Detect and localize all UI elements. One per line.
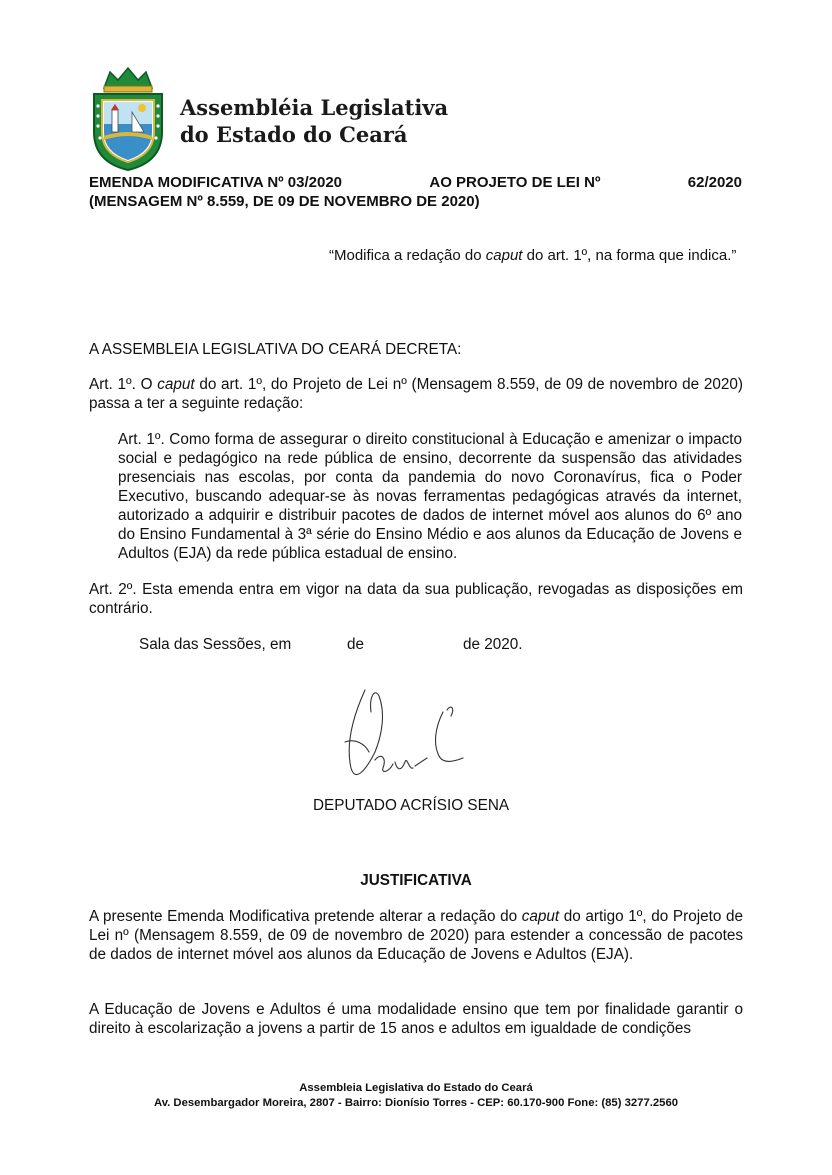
footer-institution: Assembleia Legislativa do Estado do Ceará: [299, 1082, 533, 1094]
article-1-text-end: do art. 1º, do Projeto de Lei nº (Mensagem 8.559, de 09 de novembro de 2020) passa a ter a seguinte redação:: [89, 376, 743, 412]
signer-name: DEPUTADO ACRÍSIO SENA: [313, 797, 510, 814]
brand-line-1: Assembléia Legislativa: [180, 95, 449, 120]
footer-address: Av. Desembargador Moreira, 2807 - Bairro: Dionísio Torres - CEP: 60.170-900 Fone: (85) 3277.2560: [153, 1097, 679, 1109]
justification-text: A presente Emenda Modificativa pretende alterar a redação do: [89, 908, 522, 925]
ementa-text-end: do art. 1º, na forma que indica.”: [522, 247, 737, 264]
article-1: [89, 375, 743, 413]
session-date-part-1: Sala das Sessões, em: [139, 636, 292, 653]
session-date-part-2: de: [347, 636, 365, 653]
bill-label: AO PROJETO DE LEI Nº: [429, 174, 601, 191]
institution-name: [180, 94, 480, 148]
justification-text-end: do artigo 1º, do Projeto de Lei nº (Mensagem 8.559, de 09 de novembro de 2020) para estender a concessão de pacotes de dados de internet móvel aos alunos da Educação de Jovens e Adultos (EJA).: [89, 908, 743, 963]
enacting-clause: A ASSEMBLEIA LEGISLATIVA DO CEARÁ DECRETA:: [89, 341, 462, 358]
document-title: [89, 173, 742, 211]
title-line-1: [89, 173, 742, 192]
title-line-2: (MENSAGEM Nº 8.559, DE 09 DE NOVEMBRO DE 2020): [89, 193, 480, 210]
page-footer: [60, 1081, 772, 1111]
ementa-text: “Modifica a redação do: [329, 247, 486, 264]
amendment-number: EMENDA MODIFICATIVA Nº 03/2020: [89, 174, 343, 191]
session-date-part-3: de 2020.: [463, 636, 523, 653]
justification-italic: caput: [521, 908, 560, 925]
bill-number: 62/2020: [687, 174, 742, 191]
justification-paragraph-2: A Educação de Jovens e Adultos é uma modalidade ensino que tem por finalidade garantir o direito à escolarização a jovens a partir de 15 anos e adultos em igualdade de condições: [89, 1001, 743, 1037]
handwritten-signature-icon: [335, 682, 495, 794]
article-1-new-wording: Art. 1º. Como forma de assegurar o direito constitucional à Educação e amenizar o impacto social e pedagógico na rede pública de ensino, decorrente da suspensão das atividades presenciais nas escolas, por conta da pandemia do novo Coronavírus, fica o Poder Executivo, buscando adequar-se às novas ferramentas pedagógicas através da internet, autorizado a adquirir e distribuir pacotes de dados de internet móvel aos alunos do 6º ano do Ensino Fundamental à 3ª série do Ensino Médio e aos alunos da Educação de Jovens e Adultos (EJA) da rede pública estadual de ensino.: [118, 431, 742, 562]
article-2: Art. 2º. Esta emenda entra em vigor na data da sua publicação, revogadas as disposições em contrário.: [89, 581, 743, 617]
justification-heading: JUSTIFICATIVA: [360, 872, 472, 889]
ementa-italic: caput: [485, 247, 523, 264]
state-coat-of-arms-icon: [88, 66, 168, 172]
ementa: [329, 246, 739, 265]
article-1-text: Art. 1º. O: [89, 376, 158, 393]
brand-line-2: do Estado do Ceará: [180, 122, 408, 147]
session-date-line: [139, 635, 559, 655]
justification-paragraph-1: [89, 907, 743, 964]
article-1-italic: caput: [157, 376, 195, 393]
